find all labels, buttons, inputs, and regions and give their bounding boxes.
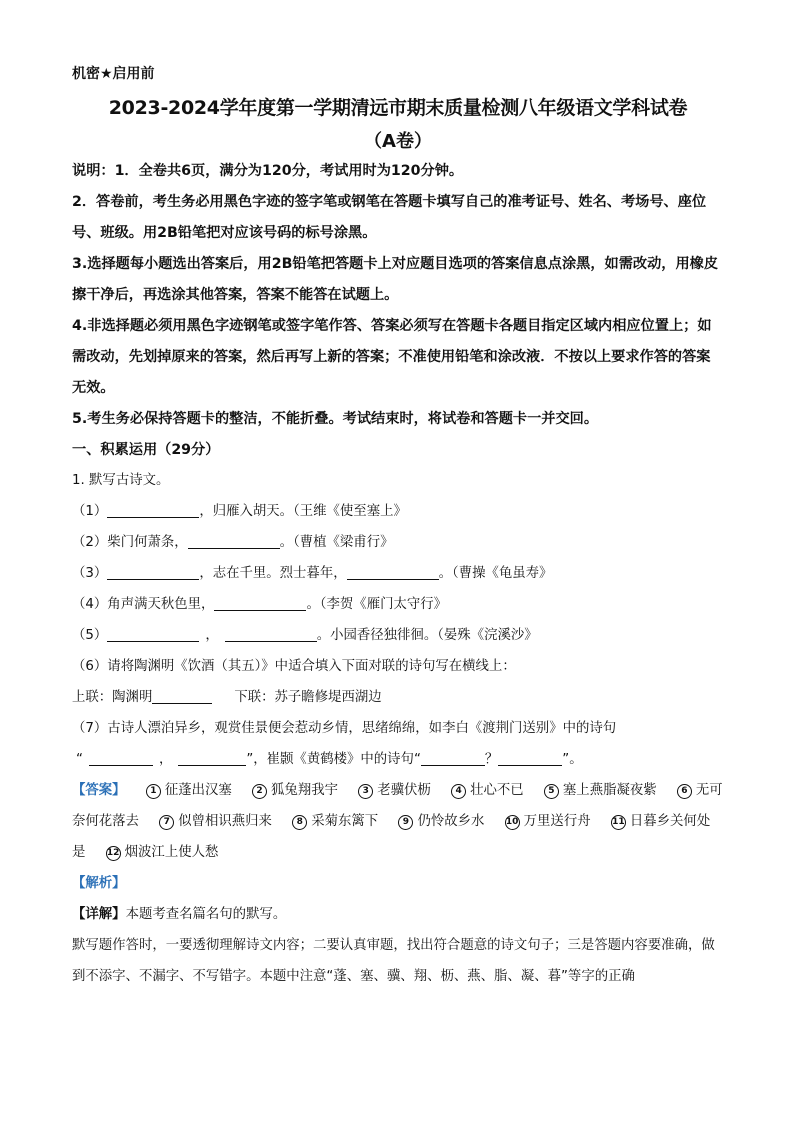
item-text: 。小园香径独徘徊。（晏殊《浣溪沙》 (316, 628, 538, 643)
answer-number: 10 (505, 815, 520, 830)
answer-text: 征蓬出汉塞 (164, 783, 232, 798)
answer-number: 3 (358, 784, 373, 799)
answer-blank[interactable] (107, 625, 199, 642)
answer-blank[interactable] (107, 501, 199, 518)
answer-block (72, 775, 724, 868)
page-subtitle: （A卷） (364, 131, 432, 152)
answer-blank[interactable] (188, 532, 280, 549)
item-number: （1） (72, 504, 108, 519)
instruction-4: 4.非选择题必须用黑色字迹钢笔或签字笔作答、答案必须写在答题卡各题目指定区域内相应位置上；如需改动，先划掉原来的答案，然后再写上新的答案；不准使用铅笔和涂改液．不按以上要求作答的答案无效。 (72, 318, 712, 396)
answer-blank[interactable] (214, 594, 306, 611)
analysis-tag: 【解析】 (72, 876, 126, 891)
detail-tag: 【详解】 (72, 907, 126, 922)
question-item-2 (72, 527, 724, 558)
answer-number: 9 (398, 815, 413, 830)
answer-number: 6 (677, 784, 692, 799)
item-text: ？ (484, 752, 499, 767)
item-text: （2）柴门何萧条， (72, 535, 188, 550)
answer-item (144, 783, 232, 798)
item-text: 。（李贺《雁门太守行》 (306, 597, 448, 612)
answer-text: 烟波江上使人愁 (124, 845, 219, 860)
answer-blank[interactable] (178, 749, 246, 766)
question-item-3 (72, 558, 724, 589)
instructions (72, 156, 724, 435)
answer-item (104, 845, 219, 860)
instruction-5: 5.考生务必保持答题卡的整洁，不能折叠。考试结束时，将试卷和答题卡一并交回。 (72, 411, 599, 427)
answer-number: 11 (611, 815, 626, 830)
answer-blank[interactable] (152, 687, 212, 704)
confidential-label: 机密★启用前 (72, 66, 155, 82)
answer-item (542, 783, 657, 798)
answer-item (290, 814, 378, 829)
question-item-4 (72, 589, 724, 620)
answer-text: 无可奈何花落去 (72, 783, 723, 829)
answer-number: 8 (292, 815, 307, 830)
answer-blank[interactable] (107, 563, 199, 580)
answer-item (449, 783, 524, 798)
answer-text: 塞上燕脂凝夜紫 (562, 783, 657, 798)
item-text: ”，崔颢《黄鹤楼》中的诗句“ (246, 752, 421, 767)
item-text: （4）角声满天秋色里， (72, 597, 215, 612)
answer-blank[interactable] (225, 625, 317, 642)
detail-text: 本题考查名篇名句的默写。 (125, 907, 287, 922)
answer-text: 日暮乡关何处是 (72, 814, 711, 860)
question-stem: 1. 默写古诗文。 (72, 473, 170, 488)
answer-text: 狐兔翔我宇 (271, 783, 338, 798)
answer-item (356, 783, 431, 798)
answer-item (157, 814, 272, 829)
page-title: 2023-2024学年度第一学期清远市期末质量检测八年级语文学科试卷 (108, 97, 688, 119)
section-heading: 一、积累运用（29分） (72, 442, 220, 458)
instruction-3: 3.选择题每小题选出答案后，用2B铅笔把答题卡上对应题目选项的答案信息点涂黑，如需改动，用橡皮擦干净后，再选涂其他答案，答案不能答在试题上。 (72, 256, 719, 303)
answer-blank[interactable] (347, 563, 439, 580)
answer-text: 似曾相识燕归来 (178, 814, 272, 829)
answer-text: 仍怜故乡水 (417, 814, 485, 829)
item-text: ，志在千里。烈士暮年， (199, 566, 347, 581)
item-text: 。（曹操《龟虽寿》 (438, 566, 553, 581)
answer-item (396, 814, 484, 829)
instruction-1: 说明：1．全卷共6页，满分为120分，考试用时为120分钟。 (72, 163, 464, 179)
item-number: （3） (72, 566, 108, 581)
item-text: ”。 (562, 752, 583, 767)
question-item-5 (72, 620, 724, 651)
answer-number: 7 (159, 815, 174, 830)
answer-tag: 【答案】 (72, 783, 126, 798)
analysis-body: 默写题作答时，一要透彻理解诗文内容；二要认真审题，找出符合题意的诗文句子；三是答题内容要准确，做到不添字、不漏字、不写错字。本题中注意“蓬、塞、骥、翔、枥、燕、脂、凝、暮”等字的正确 (72, 938, 715, 984)
answer-item (503, 814, 591, 829)
exam-page (72, 64, 724, 992)
question-1 (72, 465, 724, 775)
couplet-lower: 下联：苏子瞻修堤西湖边 (234, 690, 382, 705)
answer-blank[interactable] (421, 749, 485, 766)
question-item-1 (72, 496, 724, 527)
answer-text: 壮心不已 (470, 783, 524, 798)
answer-item (250, 783, 338, 798)
answer-number: 5 (544, 784, 559, 799)
question-item-7: （7）古诗人漂泊异乡，观赏佳景便会惹动乡情，思绪绵绵，如李白《渡荆门送别》中的诗句 (72, 721, 617, 736)
question-item-7-blanks (72, 744, 724, 775)
item-text: “ (76, 752, 83, 767)
couplet-upper: 上联：陶渊明 (72, 690, 153, 705)
answer-text: 采菊东篱下 (311, 814, 379, 829)
answer-blank[interactable] (89, 749, 153, 766)
instruction-2: 2．答卷前，考生务必用黑色字迹的签字笔或钢笔在答题卡填写自己的准考证号、姓名、考场号、座位号、班级。用2B铅笔把对应该号码的标号涂黑。 (72, 194, 707, 241)
item-text: 。（曹植《梁甫行》 (279, 535, 394, 550)
answer-text: 万里送行舟 (523, 814, 591, 829)
question-item-6: （6）请将陶渊明《饮酒（其五）》中适合填入下面对联的诗句写在横线上： (72, 659, 516, 674)
answer-blank[interactable] (498, 749, 562, 766)
couplet-line (72, 682, 724, 713)
analysis-block (72, 868, 724, 992)
item-number: （5） (72, 628, 108, 643)
answer-text: 老骥伏枥 (377, 783, 431, 798)
answer-number: 2 (252, 784, 267, 799)
answer-number: 4 (451, 784, 466, 799)
item-text: ，归雁入胡天。（王维《使至塞上》 (199, 504, 407, 519)
item-text: ， (158, 752, 173, 767)
item-text: ， (205, 628, 219, 643)
answer-number: 12 (106, 846, 121, 861)
answer-number: 1 (146, 784, 161, 799)
